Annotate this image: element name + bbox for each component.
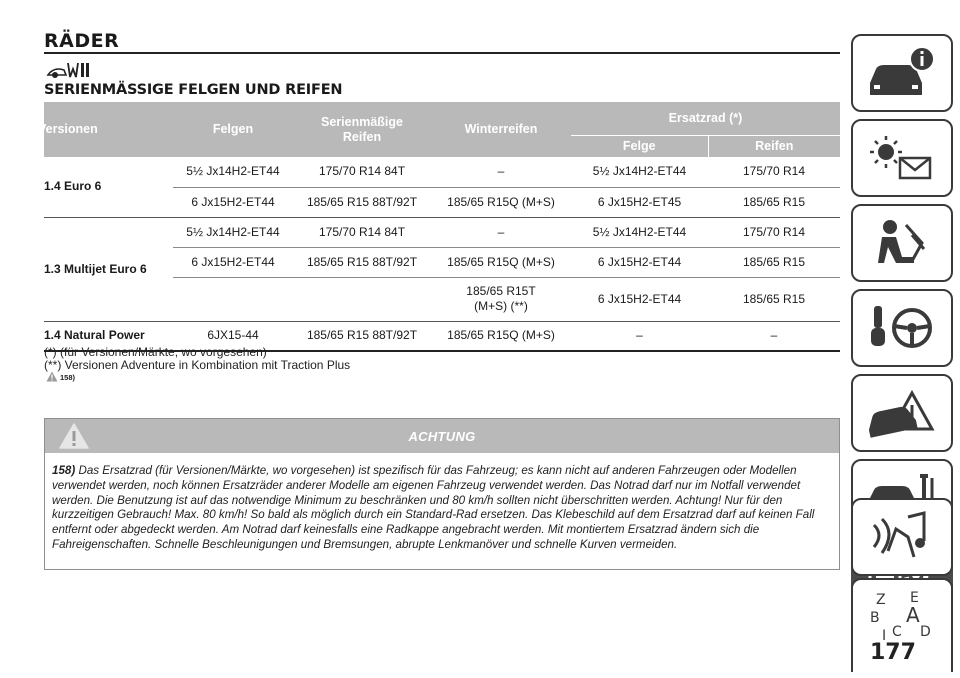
table-cell: 6JX15-44 — [173, 321, 293, 351]
table-cell: 175/70 R14 — [708, 217, 840, 247]
footnotes — [44, 346, 350, 372]
tab-starting-driving[interactable] — [851, 289, 953, 367]
tab-car-info[interactable] — [851, 34, 953, 112]
table-cell: 175/70 R14 84T — [293, 217, 431, 247]
warning-lights-mail-icon — [862, 128, 942, 188]
svg-text:B: B — [870, 610, 880, 626]
page-number: 177 — [870, 640, 916, 665]
table-cell: – — [431, 217, 571, 247]
header-winterreifen: Winterreifen — [431, 102, 571, 157]
table-cell: 5½ Jx14H2-ET44 — [173, 217, 293, 247]
table-cell — [173, 277, 293, 321]
rim-tire-table — [38, 102, 840, 352]
svg-text:D: D — [920, 624, 931, 640]
header-felgen: Felgen — [173, 102, 293, 157]
table-cell: 6 Jx15H2-ET44 — [173, 247, 293, 277]
svg-text:I: I — [882, 628, 887, 644]
warning-reference — [46, 371, 75, 382]
tab-multimedia[interactable] — [851, 498, 953, 576]
table-cell: 175/70 R14 84T — [293, 157, 431, 187]
table-cell — [293, 277, 431, 321]
table-cell: 185/65 R15 88T/92T — [293, 247, 431, 277]
header-felge: Felge — [571, 135, 708, 157]
table-cell: – — [708, 321, 840, 351]
header-versionen: Versionen — [44, 102, 173, 157]
wheel-tire-icon — [46, 60, 92, 80]
warning-number: 158) — [52, 464, 76, 477]
footnote: (**) Versionen Adventure in Kombination mit Traction Plus — [44, 358, 351, 372]
header-ersatzrad: Ersatzrad (*) — [571, 102, 840, 135]
warning-text: Das Ersatzrad (für Versionen/Märkte, wo vorgesehen) ist spezifisch für das Fahrzeug; es kann nicht auf anderen Fahrzeugen oder Modellen verwendet werden, noch können Ersatzräder anderer Modelle am eigenen Fahrzeug verwendet werden. Das Notrad darf nur im Notfall verwendet werden. Die Benutzung ist auf das notwendige Minimum zu beschränken und 80 km/h sollten nicht überschritten werden. Achtung! Nur für den kurzzeitigen Gebrauch! Max. 80 km/h! So bald als möglich durch ein Standard-Rad ersetzen. Das Klebeschild auf dem Ersatzrad darf auf keinen Fall entfernt oder abgedeckt werden. Am Notrad darf keinesfalls eine Radkappe angebracht werden. Mit montiertem Ersatzrad ändern sich die Fahreigenschaften. Schnelle Beschleunigungen und Bremsungen, abrupte Lenkmanöver und schnelle Kurven vermeiden. — [52, 464, 815, 551]
version-cell: 1.3 Multijet Euro 6 — [44, 217, 173, 321]
tab-index[interactable] — [851, 578, 953, 648]
table-cell: 5½ Jx14H2-ET44 — [173, 157, 293, 187]
tab-safety[interactable] — [851, 204, 953, 282]
header-reifen: Reifen — [708, 135, 840, 157]
airbag-seat-icon — [862, 213, 942, 273]
svg-text:A: A — [906, 603, 920, 627]
header-serienreifen: Serienmäßige Reifen — [293, 102, 431, 157]
tab-warning-lights[interactable] — [851, 119, 953, 197]
warning-triangle-icon — [46, 371, 58, 382]
breakdown-warning-icon — [862, 383, 942, 443]
page-title: RÄDER — [44, 30, 120, 52]
table-cell: 185/65 R15 — [708, 187, 840, 217]
warning-heading: ACHTUNG — [408, 429, 476, 444]
key-steering-wheel-icon — [862, 298, 942, 358]
table-cell: 185/65 R15 88T/92T — [293, 187, 431, 217]
svg-text:C: C — [892, 624, 902, 640]
warning-box — [44, 418, 840, 570]
warning-body — [45, 453, 839, 553]
multimedia-music-icon — [862, 507, 942, 567]
table-row — [44, 157, 840, 187]
table-cell: – — [571, 321, 708, 351]
footnote: (*) (für Versionen/Märkte, wo vorgesehen) — [44, 345, 267, 359]
table-cell: 185/65 R15 88T/92T — [293, 321, 431, 351]
table-cell: 5½ Jx14H2-ET44 — [571, 217, 708, 247]
table-cell: 185/65 R15 — [708, 277, 840, 321]
version-cell: 1.4 Euro 6 — [44, 157, 173, 217]
svg-text:Z: Z — [876, 592, 886, 608]
title-rule — [44, 52, 840, 54]
table-cell: 6 Jx15H2-ET44 — [571, 247, 708, 277]
table-cell: 5½ Jx14H2-ET44 — [571, 157, 708, 187]
table-cell: 185/65 R15 — [708, 247, 840, 277]
warning-header — [45, 419, 839, 453]
tab-emergency[interactable] — [851, 374, 953, 452]
svg-text:E: E — [910, 590, 919, 606]
section-title: SERIENMÄSSIGE FELGEN UND REIFEN — [44, 82, 343, 98]
table-cell: 6 Jx15H2-ET44 — [173, 187, 293, 217]
alphabetical-index-icon — [862, 584, 942, 644]
warning-reference-number: 158) — [60, 373, 76, 382]
car-info-icon — [862, 43, 942, 103]
table-cell: – — [431, 157, 571, 187]
table-row — [44, 217, 840, 247]
table-cell: 185/65 R15T (M+S) (**) — [431, 277, 571, 321]
table-cell: 185/65 R15Q (M+S) — [431, 321, 571, 351]
table-cell: 185/65 R15Q (M+S) — [431, 247, 571, 277]
table-cell: 6 Jx15H2-ET45 — [571, 187, 708, 217]
version-cell: 1.4 Natural Power — [44, 321, 173, 351]
table-cell: 185/65 R15Q (M+S) — [431, 187, 571, 217]
table-cell: 175/70 R14 — [708, 157, 840, 187]
table-cell: 6 Jx15H2-ET44 — [571, 277, 708, 321]
